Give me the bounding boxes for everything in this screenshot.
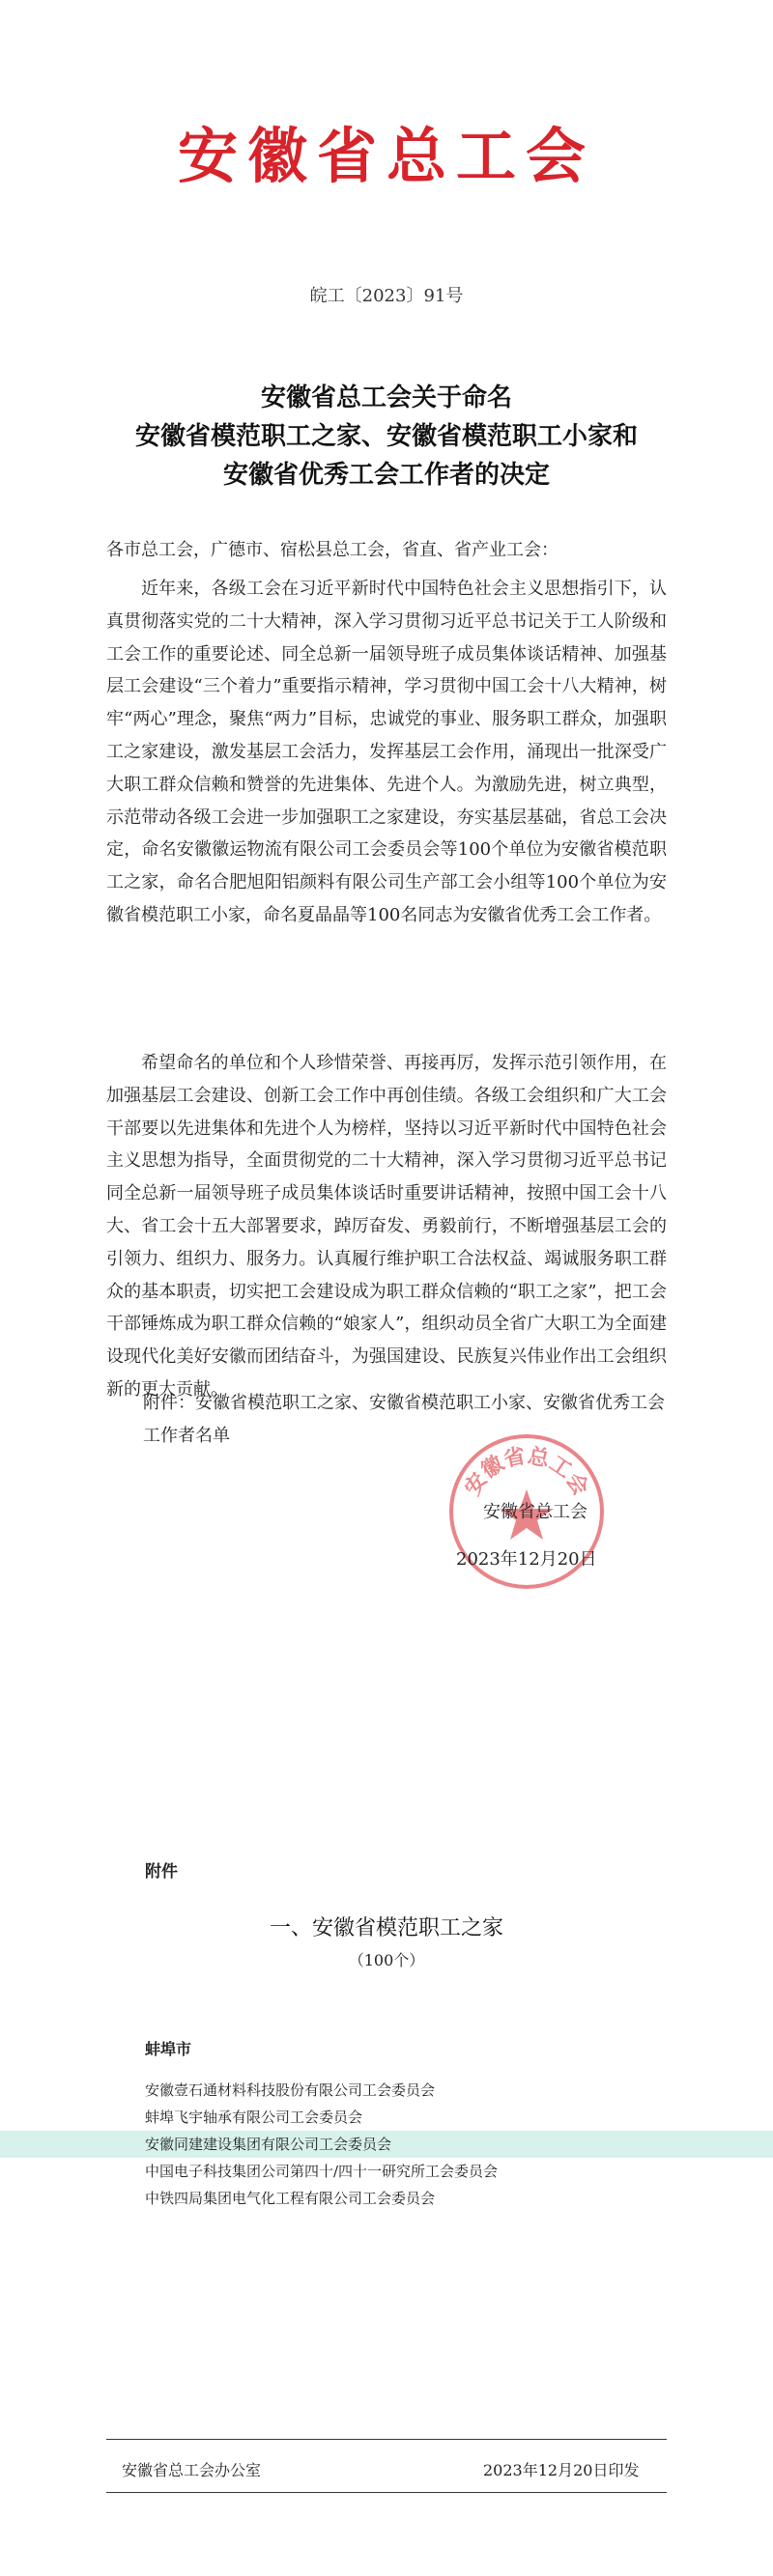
body-paragraph-1: 近年来，各级工会在习近平新时代中国特色社会主义思想指引下，认真贯彻落实党的二十大精神，深入学习贯彻习近平总书记关于工人阶级和工会工作的重要论述、同全总新一届领导班子成员集体谈话精神、加强基层工会建设“三个着力”重要指示精神，学习贯彻中国工会十八大精神，树牢“两心”理念，聚焦“两力”目标，忠诚党的事业、服务职工群众，加强职工之家建设，激发基层工会活力，发挥基层工会作用，涌现出一批深受广大职工群众信赖和赞誉的先进集体、先进个人。为激励先进，树立典型，示范带动各级工会进一步加强职工之家建设，夯实基层基础，省总工会决定，命名安徽徽运物流有限公司工会委员会等100个单位为安徽省模范职工之家，命名合肥旭阳铝颜料有限公司生产部工会小组等100个单位为安徽省模范职工小家，命名夏晶晶等100名同志为安徽省优秀工会工作者。	[106, 579, 667, 925]
footer-rule-bottom	[106, 2492, 667, 2493]
document-number: 皖工〔2023〕91号	[309, 286, 464, 306]
annex-title: 一、安徽省模范职工之家	[269, 1916, 503, 1940]
org-header: 安徽省总工会	[177, 121, 595, 191]
footer-date: 2023年12月20日印发	[483, 2461, 640, 2479]
signature-org: 安徽省总工会	[483, 1502, 587, 1522]
attachment-note: 附件：安徽省模范职工之家、安徽省模范职工小家、安徽省优秀工会工作者名单	[143, 1393, 665, 1446]
list-item: 蚌埠飞宇轴承有限公司工会委员会	[145, 2109, 363, 2126]
salutation: 各市总工会，广德市、宿松县总工会，省直、省产业工会：	[106, 540, 558, 560]
seal-text: 安徽省总工会	[459, 1443, 594, 1500]
list-item: 中铁四局集团电气化工程有限公司工会委员会	[145, 2190, 436, 2207]
footer-rule-top	[106, 2439, 667, 2440]
title-line-1: 安徽省总工会关于命名	[260, 383, 512, 412]
signature-date: 2023年12月20日	[456, 1549, 597, 1570]
annex-label: 附件	[145, 1862, 178, 1882]
list-item: 中国电子科技集团公司第四十/四十一研究所工会委员会	[145, 2163, 499, 2180]
list-item-highlighted: 安徽同建建设集团有限公司工会委员会	[0, 2131, 773, 2158]
title-line-2: 安徽省模范职工之家、安徽省模范职工小家和	[134, 422, 638, 451]
list-item: 安徽壹石通材料科技股份有限公司工会委员会	[145, 2081, 436, 2099]
annex-city: 蚌埠市	[145, 2040, 192, 2058]
annex-count: （100个）	[348, 1951, 425, 1969]
annex-org-list	[145, 2077, 773, 2212]
footer-issuer: 安徽省总工会办公室	[122, 2461, 262, 2479]
document-title	[0, 379, 773, 495]
title-line-3: 安徽省优秀工会工作者的决定	[222, 461, 550, 490]
body-paragraph-2: 希望命名的单位和个人珍惜荣誉、再接再厉，发挥示范引领作用，在加强基层工会建设、创新工会工作中再创佳绩。各级工会组织和广大工会干部要以先进集体和先进个人为榜样，坚持以习近平新时代中国特色社会主义思想为指导，全面贯彻党的二十大精神，深入学习贯彻习近平总书记同全总新一届领导班子成员集体谈话时重要讲话精神，按照中国工会十八大、省工会十五大部署要求，踔厉奋发、勇毅前行，不断增强基层工会的引领力、组织力、服务力。认真履行维护职工合法权益、竭诚服务职工群众的基本职责，切实把工会建设成为职工群众信赖的“职工之家”，把工会干部锤炼成为职工群众信赖的“娘家人”，组织动员全省广大职工为全面建设现代化美好安徽而团结奋斗，为强国建设、民族复兴伟业作出工会组织新的更大贡献。	[106, 1053, 667, 1400]
